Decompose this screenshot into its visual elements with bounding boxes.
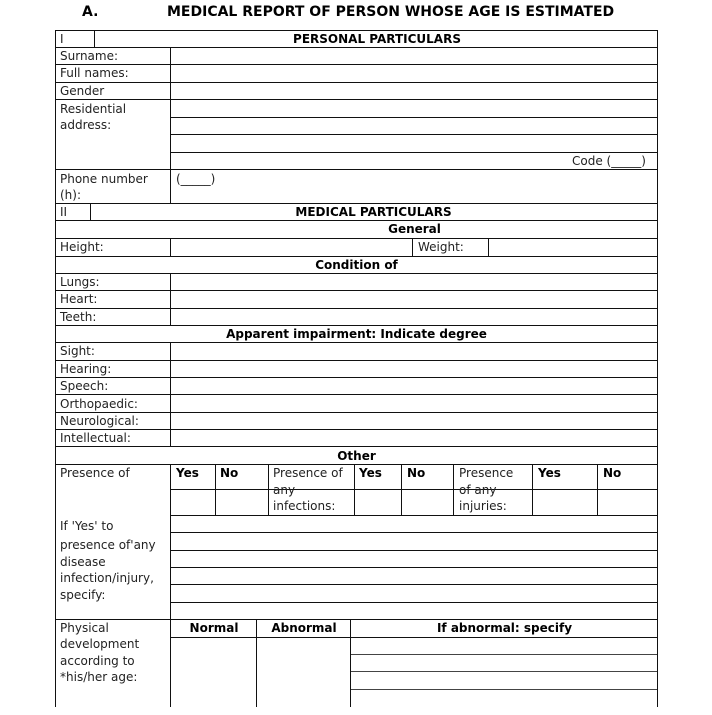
physical-label-2: development: [60, 637, 140, 651]
section-letter: A.: [82, 4, 99, 20]
injuries-label-2: of any: [459, 483, 497, 497]
disease-no-header: No: [220, 466, 239, 480]
phone-blank: (_____): [176, 172, 216, 186]
section-number-2: II: [60, 205, 68, 219]
surname-label: Surname:: [60, 49, 119, 63]
postal-code-field: Code (_____): [572, 154, 646, 168]
injuries-label-3: injuries:: [459, 499, 507, 513]
height-label: Height:: [60, 240, 104, 254]
specify-label-1: If 'Yes' to: [60, 519, 114, 533]
full-names-label: Full names:: [60, 66, 129, 80]
specify-label-5: specify:: [60, 588, 106, 602]
disease-yes-header: Yes: [176, 466, 199, 480]
sight-label: Sight:: [60, 344, 95, 358]
infections-no-header: No: [407, 466, 426, 480]
impairment-heading: Apparent impairment: Indicate degree: [226, 327, 487, 341]
orthopaedic-label: Orthopaedic:: [60, 397, 138, 411]
phone-label-1: Phone number: [60, 172, 148, 186]
other-heading: Other: [337, 449, 376, 463]
presence-of-label: Presence of: [60, 466, 130, 480]
general-heading: General: [388, 222, 441, 236]
lungs-label: Lungs:: [60, 275, 100, 289]
residential-label-1: Residential: [60, 102, 127, 116]
abnormal-header: Abnormal: [271, 621, 337, 635]
physical-label-4: *his/her age:: [60, 670, 138, 684]
infections-label-2: any: [273, 483, 296, 497]
intellectual-label: Intellectual:: [60, 431, 131, 445]
weight-label: Weight:: [418, 240, 464, 254]
physical-label-1: Physical: [60, 621, 109, 635]
hearing-label: Hearing:: [60, 362, 112, 376]
specify-label-2: presence of'any: [60, 538, 156, 552]
if-abnormal-header: If abnormal: specify: [436, 621, 573, 635]
page-title: MEDICAL REPORT OF PERSON WHOSE AGE IS ESTIMATED: [167, 4, 615, 20]
infections-label-3: infections:: [273, 499, 336, 513]
infections-label-1: Presence of: [273, 466, 343, 480]
infections-yes-header: Yes: [359, 466, 382, 480]
gender-label: Gender: [60, 84, 105, 98]
teeth-label: Teeth:: [60, 310, 97, 324]
physical-label-3: according to: [60, 654, 135, 668]
residential-label-2: address:: [60, 118, 112, 132]
medical-particulars-heading: MEDICAL PARTICULARS: [295, 205, 452, 219]
injuries-yes-header: Yes: [538, 466, 561, 480]
injuries-label-1: Presence: [459, 466, 514, 480]
condition-of-heading: Condition of: [315, 258, 398, 272]
heart-label: Heart:: [60, 292, 98, 306]
specify-label-4: infection/injury,: [60, 571, 154, 585]
normal-header: Normal: [189, 621, 239, 635]
speech-label: Speech:: [60, 379, 109, 393]
phone-label-2: (h):: [60, 188, 82, 202]
section-number-1: I: [60, 32, 64, 46]
neurological-label: Neurological:: [60, 414, 139, 428]
personal-particulars-heading: PERSONAL PARTICULARS: [293, 32, 461, 46]
specify-label-3: disease: [60, 555, 106, 569]
injuries-no-header: No: [603, 466, 622, 480]
